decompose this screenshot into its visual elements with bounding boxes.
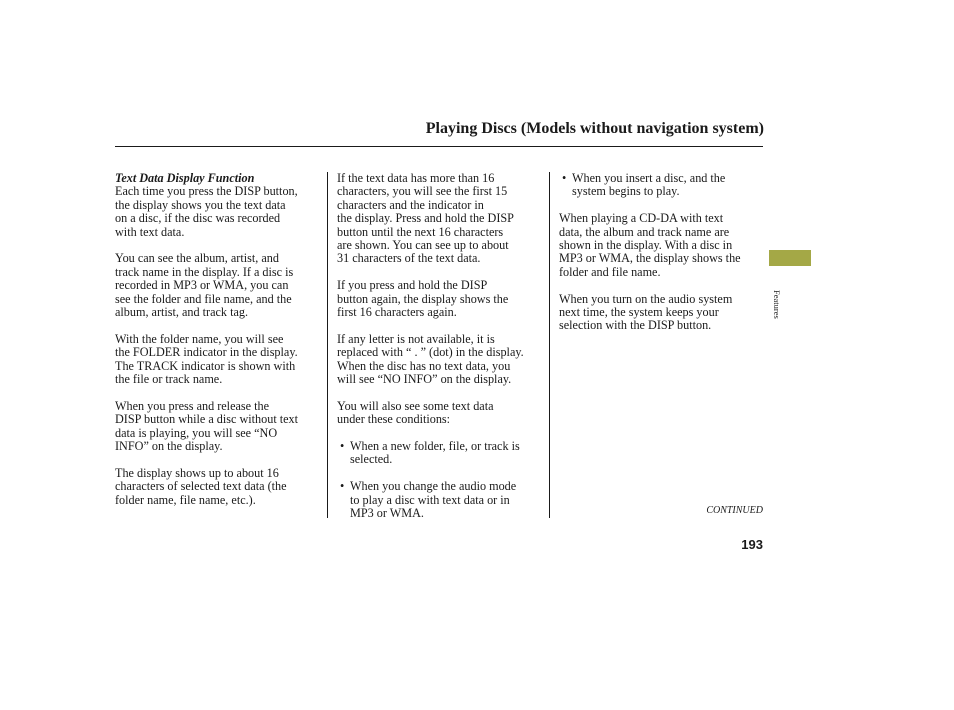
bullet-item xyxy=(337,440,547,467)
column-divider xyxy=(549,172,550,518)
page-title: Playing Discs (Models without navigation system) xyxy=(425,120,764,137)
bullet-text: When you change the audio mode to play a disc with text data or in MP3 or WMA. xyxy=(350,479,517,521)
column-divider xyxy=(327,172,328,518)
section-label: Features xyxy=(772,290,782,319)
paragraph: Each time you press the DISP button, the display shows you the text data on a disc, if the disc was recorded with text data. xyxy=(115,184,298,239)
bullet-text: When you insert a disc, and the system begins to play. xyxy=(572,171,726,199)
bullet-text: When a new folder, file, or track is selected. xyxy=(350,439,520,467)
paragraph: The display shows up to about 16 characters of selected text data (the folder name, file name, etc.). xyxy=(115,465,287,507)
paragraph: When playing a CD-DA with text data, the album and track name are shown in the display. With a disc in MP3 or WMA, the display shows the folder and file name. xyxy=(559,211,741,279)
paragraph: With the folder name, you will see the FOLDER indicator in the display. The TRACK indicator is shown with the file or track name. xyxy=(115,331,298,387)
page-number: 193 xyxy=(741,537,763,552)
paragraph: You can see the album, artist, and track name in the display. If a disc is recorded in MP3 or WMA, you can see the folder and file name, and the album, artist, and track tag. xyxy=(115,251,294,320)
paragraph: If any letter is not available, it is replaced with “ . ” (dot) in the display. When the disc has no text data, you will see “NO INFO” on the display. xyxy=(337,331,524,387)
bullet-icon: • xyxy=(340,479,345,494)
section-subheading: Text Data Display Function xyxy=(115,171,255,185)
paragraph: When you turn on the audio system next time, the system keeps your selection with the DISP button. xyxy=(559,291,733,333)
paragraph: You will also see some text data under these conditions: xyxy=(337,398,494,427)
column-3 xyxy=(559,172,763,346)
paragraph: If you press and hold the DISP button again, the display shows the first 16 characters again. xyxy=(337,278,509,320)
paragraph: If the text data has more than 16 characters, you will see the first 15 characters and the indicator in the display. Press and hold the DISP button until the next 16 characters are shown. You can see up to about 31 characters of the text data. xyxy=(337,171,514,266)
title-rule xyxy=(115,146,763,147)
continued-label: CONTINUED xyxy=(706,505,763,516)
bullet-item xyxy=(337,480,547,520)
section-tab xyxy=(769,250,811,266)
bullet-icon: • xyxy=(340,439,345,454)
bullet-item xyxy=(559,172,763,199)
column-2 xyxy=(337,172,547,534)
bullet-icon: • xyxy=(562,171,567,185)
paragraph: When you press and release the DISP button while a disc without text data is playing, you will see “NO INFO” on the display. xyxy=(115,398,299,454)
column-1 xyxy=(115,172,323,520)
